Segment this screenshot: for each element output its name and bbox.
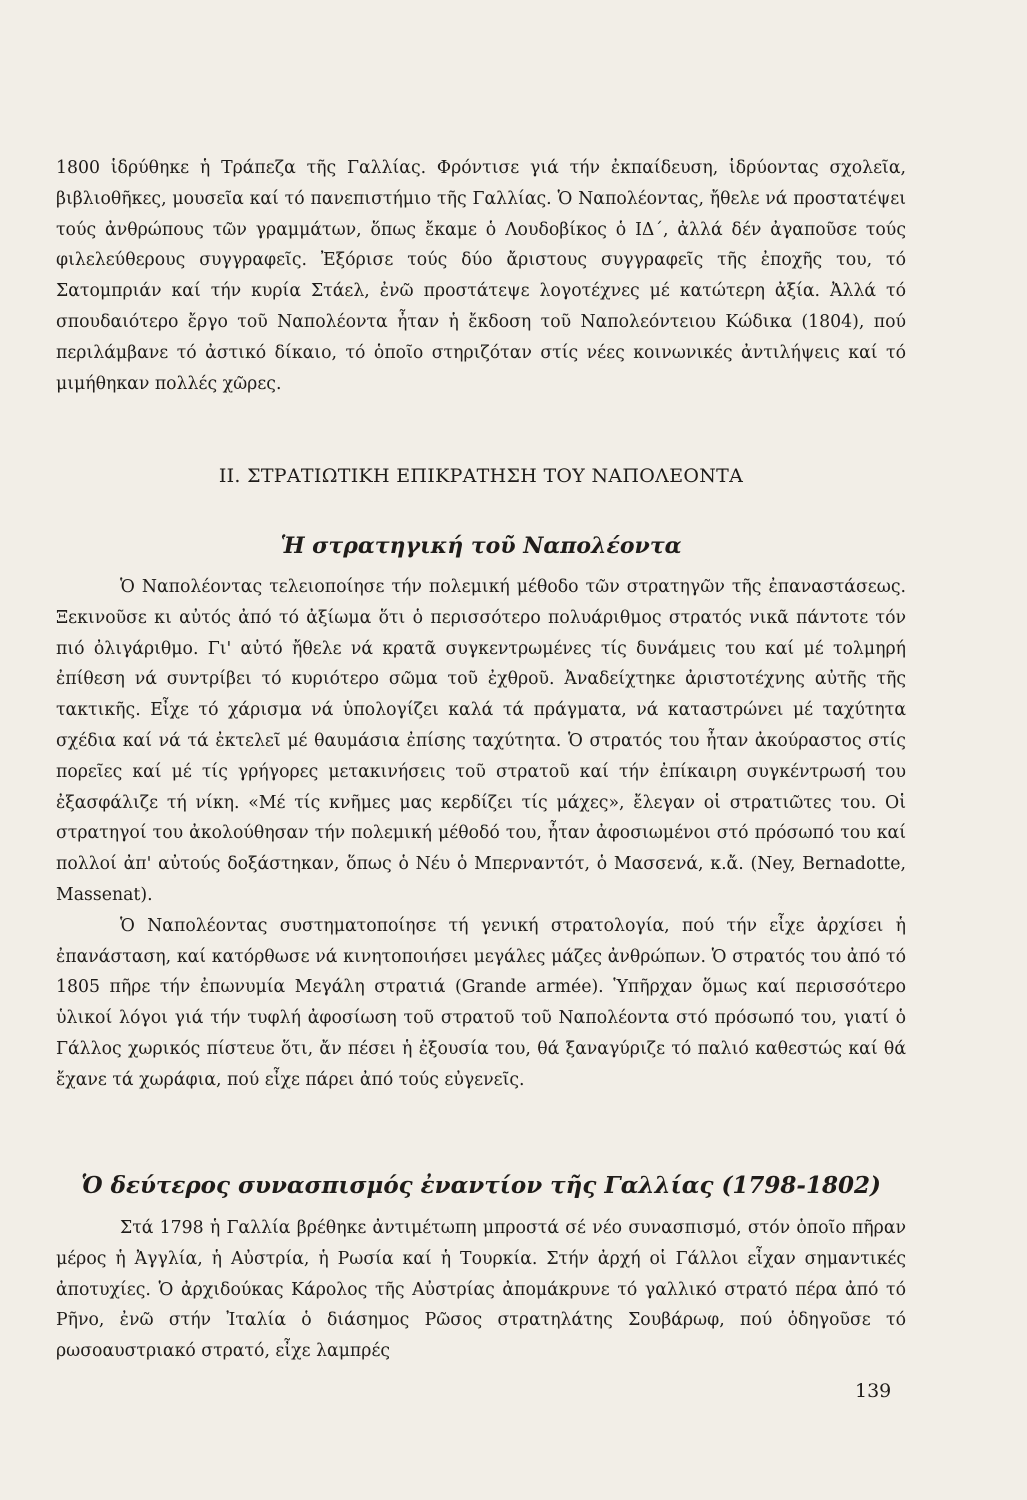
subheading-coalition: Ὁ δεύτερος συνασπισμός ἐναντίον τῆς Γαλλίας (1798-1802): [81, 1172, 881, 1199]
paragraph-top: [56, 153, 906, 399]
coalition-paragraph-block: [56, 1213, 906, 1367]
strategy-paragraphs: [56, 572, 906, 1096]
section-title: II. ΣΤΡΑΤΙΩΤΙΚΗ ΕΠΙΚΡΑΤΗΣΗ ΤΟΥ ΝΑΠΟΛΕΟΝΤΑ: [218, 465, 744, 487]
paragraph-coalition: Στά 1798 ἡ Γαλλία βρέθηκε ἀντιμέτωπη μπροστά σέ νέο συνασπισμό, στόν ὁποῖο πῆραν μέρος ἡ Ἀγγλία, ἡ Αὐστρία, ἡ Ρωσία καί ἡ Τουρκία. Στήν ἀρχή οἱ Γάλλοι εἶχαν σημαντικές ἀποτυχίες. Ὁ ἀρχιδούκας Κάρολος τῆς Αὐστρίας ἀπομάκρυνε τό γαλλικό στρατό πέρα ἀπό τό Ρῆνο, ἐνῶ στήν Ἰταλία ὁ διάσημος Ρῶσος στρατηλάτης Σουβάρωφ, πού ὁδηγοῦσε τό ρωσοαυστριακό στρατό, εἶχε λαμπρές: [56, 1218, 906, 1362]
paragraph-top-text: 1800 ἱδρύθηκε ἡ Τράπεζα τῆς Γαλλίας. Φρόντισε γιά τήν ἐκπαίδευση, ἱδρύοντας σχολεῖα, βιβλιοθῆκες, μουσεῖα καί τό πανεπιστήμιο τῆς Γαλλίας. Ὁ Ναπολέοντας, ἤθελε νά προστατέψει τούς ἀνθρώπους τῶν γραμμάτων, ὅπως ἔκαμε ὁ Λουδοβίκος ὁ ΙΔ΄, ἀλλά δέν ἀγαποῦσε τούς φιλελεύθερους συγγραφεῖς. Ἐξόρισε τούς δύο ἄριστους συγγραφεῖς τῆς ἐποχῆς του, τό Σατομπριάν καί τήν κυρία Στάελ, ἐνῶ προστάτεψε λογοτέχνες μέ κατώτερη ἀξία. Ἀλλά τό σπουδαιότερο ἔργο τοῦ Ναπολέοντα ἦταν ἡ ἔκδοση τοῦ Ναπολεόντειου Κώδικα (1804), πού περιλάμβανε τό ἀστικό δίκαιο, τό ὁποῖο στηριζόταν στίς νέες κοινωνικές ἀντιλήψεις καί τό μιμήθηκαν πολλές χῶρες.: [56, 158, 906, 394]
subheading-strategy: Ἡ στρατηγική τοῦ Ναπολέοντα: [280, 533, 682, 559]
page-number: 139: [855, 1380, 892, 1402]
paragraph-strategy-1: Ὁ Ναπολέοντας τελειοποίησε τήν πολεμική μέθοδο τῶν στρατηγῶν τῆς ἐπαναστάσεως. Ξεκινοῦσε κι αὐτός ἀπό τό ἀξίωμα ὅτι ὁ περισσότερο πολυάριθμος στρατός νικᾶ πάντοτε τόν πιό ὀλιγάριθμο. Γι' αὐτό ἤθελε νά κρατᾶ συγκεντρωμένες τίς δυνάμεις του καί μέ τολμηρή ἐπίθεση νά συντρίβει τό κυριότερο σῶμα τοῦ ἐχθροῦ. Ἀναδείχτηκε ἀριστοτέχνης αὐτῆς τῆς τακτικῆς. Εἶχε τό χάρισμα νά ὑπολογίζει καλά τά πράγματα, νά καταστρώνει μέ ταχύτητα σχέδια καί νά τά ἐκτελεῖ μέ θαυμάσια ἐπίσης ταχύτητα. Ὁ στρατός του ἦταν ἀκούραστος στίς πορεῖες καί μέ τίς γρήγορες μετακινήσεις τοῦ στρατοῦ καί τήν ἐπίκαιρη συγκέντρωσή του ἐξασφάλιζε τή νίκη. «Μέ τίς κνῆμες μας κερδίζει τίς μάχες», ἔλεγαν οἱ στρατιῶτες του. Οἱ στρατηγοί του ἀκολούθησαν τήν πολεμική μέθοδό του, ἦταν ἀφοσιωμένοι στό πρόσωπό του καί πολλοί ἀπ' αὐτούς δοξάστηκαν, ὅπως ὁ Νέυ ὁ Μπερναντότ, ὁ Μασσενά, κ.ἄ. (Ney, Bernadotte, Massenat).: [56, 577, 906, 905]
paragraph-strategy-2: Ὁ Ναπολέοντας συστηματοποίησε τή γενική στρατολογία, πού τήν εἶχε ἀρχίσει ἡ ἐπανάσταση, καί κατόρθωσε νά κινητοποιήσει μεγάλες μάζες ἀνθρώπων. Ὁ στρατός του ἀπό τό 1805 πῆρε τήν ἐπωνυμία Μεγάλη στρατιά (Grande armée). Ὑπῆρχαν ὅμως καί περισσότερο ὑλικοί λόγοι γιά τήν τυφλή ἀφοσίωση τοῦ στρατοῦ τοῦ Ναπολέοντα στό πρόσωπό του, γιατί ὁ Γάλλος χωρικός πίστευε ὅτι, ἄν πέσει ἡ ἐξουσία του, θά ξαναγύριζε τό παλιό καθεστώς καί θά ἔχανε τά χωράφια, πού εἶχε πάρει ἀπό τούς εὐγενεῖς.: [56, 915, 906, 1090]
